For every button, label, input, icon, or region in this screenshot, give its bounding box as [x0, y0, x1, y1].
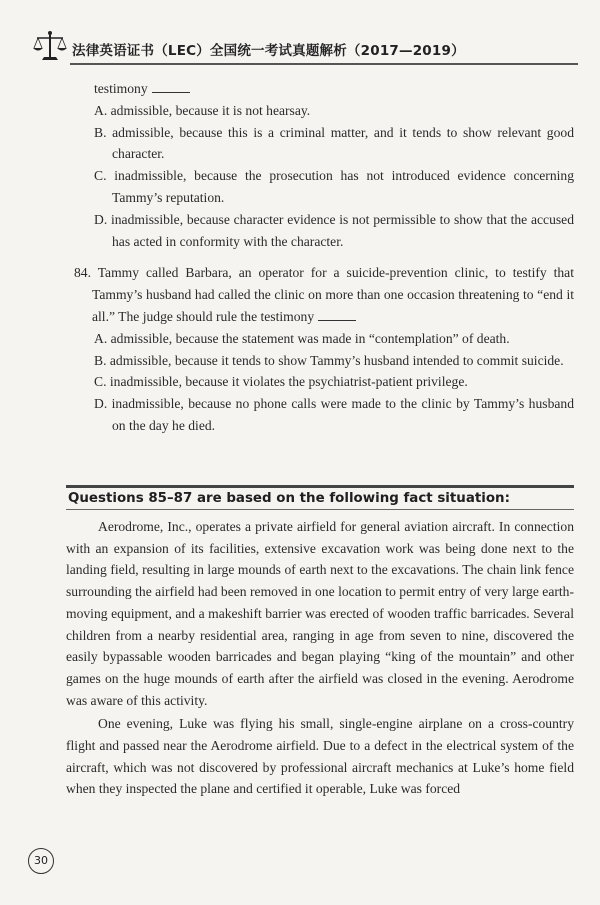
scales-of-justice-icon: [32, 30, 68, 64]
answer-blank: [318, 308, 356, 321]
fact-paragraph-2: One evening, Luke was flying his small, single-engine airplane on a cross-country flight and passed near the Aerodrome airfield. Due to a defect in the electrical system of the aircraft, which was not discovered by professional aircraft mechanics at Luke’s home field when they inspected the plane and certified it operable, Luke was forced: [66, 716, 574, 797]
q83-option-b: B. admissible, because this is a criminal matter, and it tends to show relevant good character.: [94, 124, 574, 162]
section-rule-bottom: [66, 509, 574, 510]
page-number: 30: [28, 848, 54, 874]
q84-option-c: C. inadmissible, because it violates the psychiatrist-patient privilege.: [94, 374, 468, 390]
q84-option-d: D. inadmissible, because no phone calls were made to the clinic by Tammy’s husband on the day he died.: [94, 396, 574, 433]
q84-number: 84.: [74, 265, 91, 281]
q83-option-d: D. inadmissible, because character evidence is not permissible to show that the accused has acted in conformity with the character.: [94, 211, 574, 249]
fact-paragraph-1: Aerodrome, Inc., operates a private airfield for general aviation aircraft. In connection with an expansion of its facilities, extensive excavation work was being done next to the landing field, resulting in large mounds of earth next to the excavations. The chain link fence surrounding the airfield had been removed in one location to permit entry of very large earth-moving equipment, and a makeshift barrier was erected of wooden traffic barricades. Several children from a nearby residential area, ranging in age from seven to nine, discovered the easily bypassable wooden barricades and began playing “king of the mountain” and other games on the huge mounds of earth after the airfield was closed in the evening. Aerodrome was aware of this activity.: [66, 519, 574, 708]
q83-stem-tail: testimony: [94, 78, 574, 100]
section-heading-box: [66, 485, 574, 510]
answer-blank: [152, 80, 190, 93]
questions-block: [74, 78, 575, 437]
fact-situation: [66, 516, 574, 800]
header-rule: [70, 63, 578, 65]
q84-stem: 84. Tammy called Barbara, an operator for a suicide-prevention clinic, to testify that Tammy’s husband had called the clinic on more than one occasion threatening to “end it all.” The judge should rule the testimony: [74, 265, 574, 324]
q83-option-c: C. inadmissible, because the prosecution has not introduced evidence concerning Tammy’s reputation.: [94, 168, 575, 205]
q84-option-b: B. admissible, because it tends to show Tammy’s husband intended to commit suicide.: [94, 352, 564, 368]
page-header: [30, 30, 578, 68]
header-title: 法律英语证书（LEC）全国统一考试真题解析（2017—2019）: [72, 43, 465, 59]
q84-option-a: A. admissible, because the statement was made in “contemplation” of death.: [94, 330, 510, 346]
q83-option-a: A. admissible, because it is not hearsay.: [94, 102, 311, 118]
section-heading: Questions 85–87 are based on the following fact situation:: [68, 491, 510, 506]
